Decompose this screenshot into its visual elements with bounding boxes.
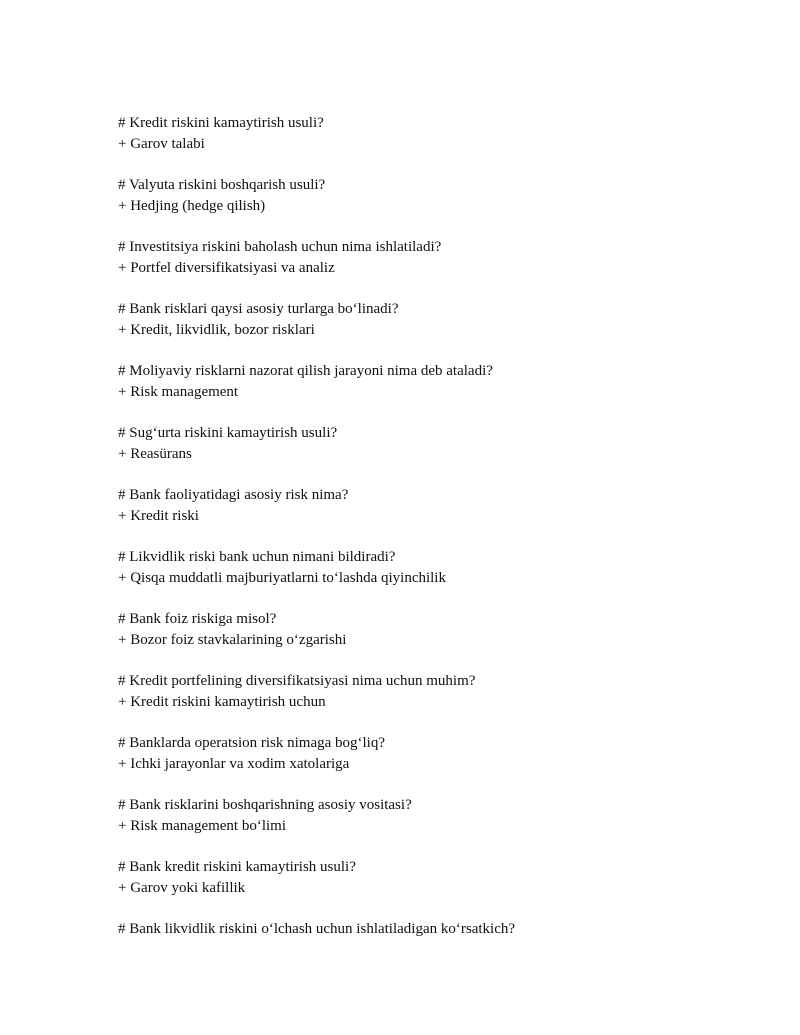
- question-text: # Bank kredit riskini kamaytirish usuli?: [118, 859, 356, 875]
- answer-text: + Qisqa muddatli majburiyatlarni to‘lashda qiyinchilik: [118, 570, 446, 586]
- qa-item: [118, 299, 758, 361]
- qa-item: [118, 919, 758, 981]
- question-text: # Bank risklari qaysi asosiy turlarga bo‘linadi?: [118, 301, 399, 317]
- qa-item: [118, 485, 758, 547]
- question-text: # Sug‘urta riskini kamaytirish usuli?: [118, 425, 338, 441]
- question-text: # Investitsiya riskini baholash uchun nima ishlatiladi?: [118, 239, 442, 255]
- question-text: # Moliyaviy risklarni nazorat qilish jarayoni nima deb ataladi?: [118, 363, 493, 379]
- qa-item: [118, 733, 758, 795]
- question-text: # Banklarda operatsion risk nimaga bog‘liq?: [118, 735, 386, 751]
- question-text: # Bank faoliyatidagi asosiy risk nima?: [118, 487, 349, 503]
- question-text: # Bank risklarini boshqarishning asosiy vositasi?: [118, 797, 412, 813]
- answer-text: + Hedjing (hedge qilish): [118, 198, 266, 214]
- answer-text: + Kredit, likvidlik, bozor risklari: [118, 322, 315, 338]
- qa-item: [118, 671, 758, 733]
- answer-text: + Garov yoki kafillik: [118, 880, 246, 896]
- question-text: # Kredit riskini kamaytirish usuli?: [118, 115, 324, 131]
- answer-text: + Ichki jarayonlar va xodim xatolariga: [118, 756, 350, 772]
- question-text: # Valyuta riskini boshqarish usuli?: [118, 177, 326, 193]
- question-text: # Kredit portfelining diversifikatsiyasi nima uchun muhim?: [118, 673, 476, 689]
- qa-item: [118, 237, 758, 299]
- question-text: # Likvidlik riski bank uchun nimani bildiradi?: [118, 549, 396, 565]
- answer-text: + Kredit riskini kamaytirish uchun: [118, 694, 326, 710]
- answer-text: + Garov talabi: [118, 136, 205, 152]
- qa-item: [118, 609, 758, 671]
- answer-text: + Portfel diversifikatsiyasi va analiz: [118, 260, 335, 276]
- qa-item: [118, 175, 758, 237]
- question-text: # Bank foiz riskiga misol?: [118, 611, 277, 627]
- answer-text: + Bozor foiz stavkalarining o‘zgarishi: [118, 632, 347, 648]
- qa-item: [118, 795, 758, 857]
- answer-text: + Kredit riski: [118, 508, 199, 524]
- answer-text: + Risk management: [118, 384, 239, 400]
- qa-item: [118, 547, 758, 609]
- qa-item: [118, 361, 758, 423]
- qa-item: [118, 113, 758, 175]
- qa-item: [118, 857, 758, 919]
- answer-text: + Risk management bo‘limi: [118, 818, 287, 834]
- qa-item: [118, 423, 758, 485]
- answer-text: [118, 940, 758, 961]
- question-text: # Bank likvidlik riskini o‘lchash uchun ishlatiladigan ko‘rsatkich?: [118, 921, 516, 937]
- answer-text: + Reasürans: [118, 446, 192, 462]
- question-answer-list: [118, 113, 758, 981]
